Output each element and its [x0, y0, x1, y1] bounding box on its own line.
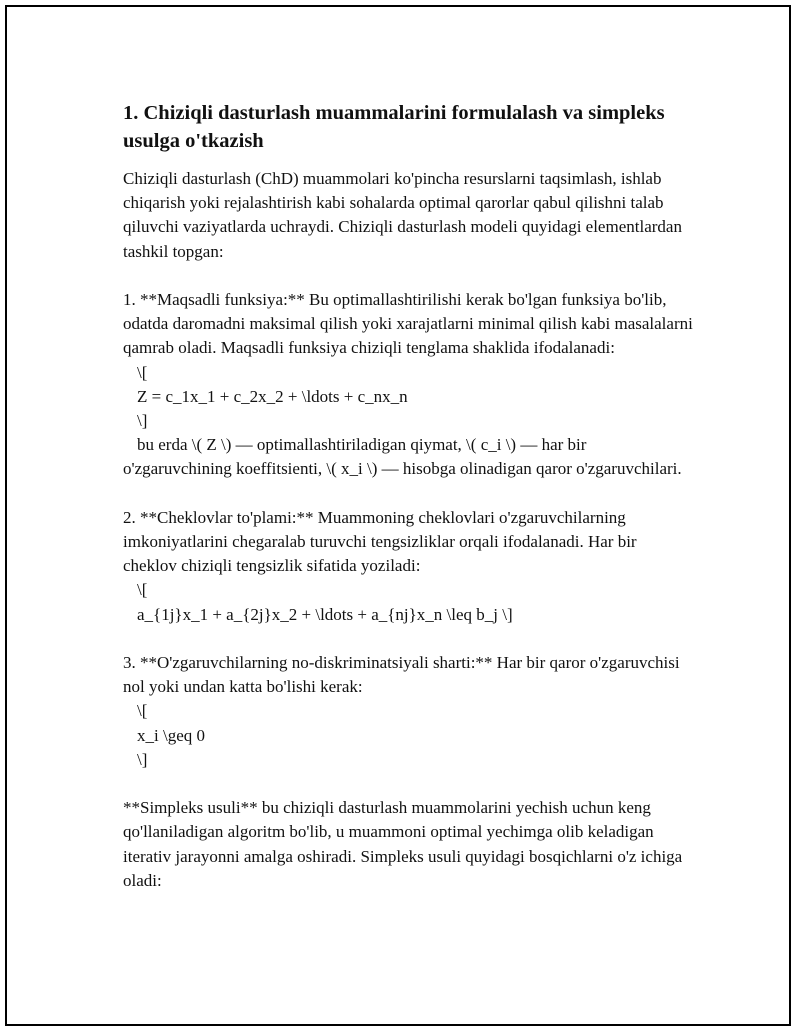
paragraph-gap	[123, 264, 693, 288]
item-1-math-open: \[	[137, 362, 148, 382]
item-1-text: 1. **Maqsadli funksiya:** Bu optimallashtirilishi kerak bo'lgan funksiya bo'lib, odatda daromadni maksimal qilish yoki xarajatlarni minimal qilish kabi masalalarni qamrab oladi. Maqsadli funksiya chiziqli tenglama shaklida ifodalanadi:	[123, 290, 698, 358]
simplex-paragraph: **Simpleks usuli** bu chiziqli dasturlash muammolarini yechish uchun keng qo'llaniladigan algoritm bo'lib, u muammoni optimal yechimga olib keladigan iterativ jarayonni amalga oshiradi. Simpleks usuli quyidagi bosqichlarni o'z ichiga oladi:	[123, 798, 687, 890]
paragraph-gap	[123, 772, 693, 796]
item-1-explanation-rest: o'zgaruvchining koeffitsienti, \( x_i \) — hisobga olinadigan qaror o'zgaruvchilari.	[123, 459, 682, 479]
item-1-math-close: \]	[137, 411, 148, 431]
item-1-explanation-line1: bu erda \( Z \) — optimallashtiriladigan qiymat, \( c_i \) — har bir	[137, 435, 587, 455]
item-2-text: 2. **Cheklovlar to'plami:** Muammoning cheklovlari o'zgaruvchilarning imkoniyatlarini chegaralab turuvchi tengsizliklar orqali ifodalanadi. Har bir cheklov chiziqli tengsizlik sifatida yoziladi:	[123, 507, 641, 576]
intro-paragraph: Chiziqli dasturlash (ChD) muammolari ko'pincha resurslarni taqsimlash, ishlab chiqarish yoki rejalashtirish kabi sohalarda optimal qarorlar qabul qilishni talab qiluvchi vaziyatlarda uchraydi. Chiziqli dasturlash modeli quyidagi elementlardan tashkil topgan:	[123, 169, 687, 261]
document-content	[123, 99, 698, 893]
paragraph-gap	[123, 627, 693, 651]
item-3-math-close: \]	[137, 749, 148, 769]
section-title: 1. Chiziqli dasturlash muammalarini formulalash va simpleks usulga o'tkazish	[123, 102, 665, 152]
paragraph-gap	[123, 482, 693, 506]
item-2-formula: a_{1j}x_1 + a_{2j}x_2 + \ldots + a_{nj}x_n \leq b_j \]	[137, 604, 513, 624]
document-page	[5, 5, 791, 1026]
item-3-text: 3. **O'zgaruvchilarning no-diskriminatsiyali sharti:** Har bir qaror o'zgaruvchisi nol yoki undan katta bo'lishi kerak:	[123, 653, 684, 697]
item-3-formula: x_i \geq 0	[137, 725, 205, 745]
item-3-math-open: \[	[137, 701, 148, 721]
item-2-math-open: \[	[137, 580, 148, 600]
item-1-formula: Z = c_1x_1 + c_2x_2 + \ldots + c_nx_n	[137, 386, 408, 406]
